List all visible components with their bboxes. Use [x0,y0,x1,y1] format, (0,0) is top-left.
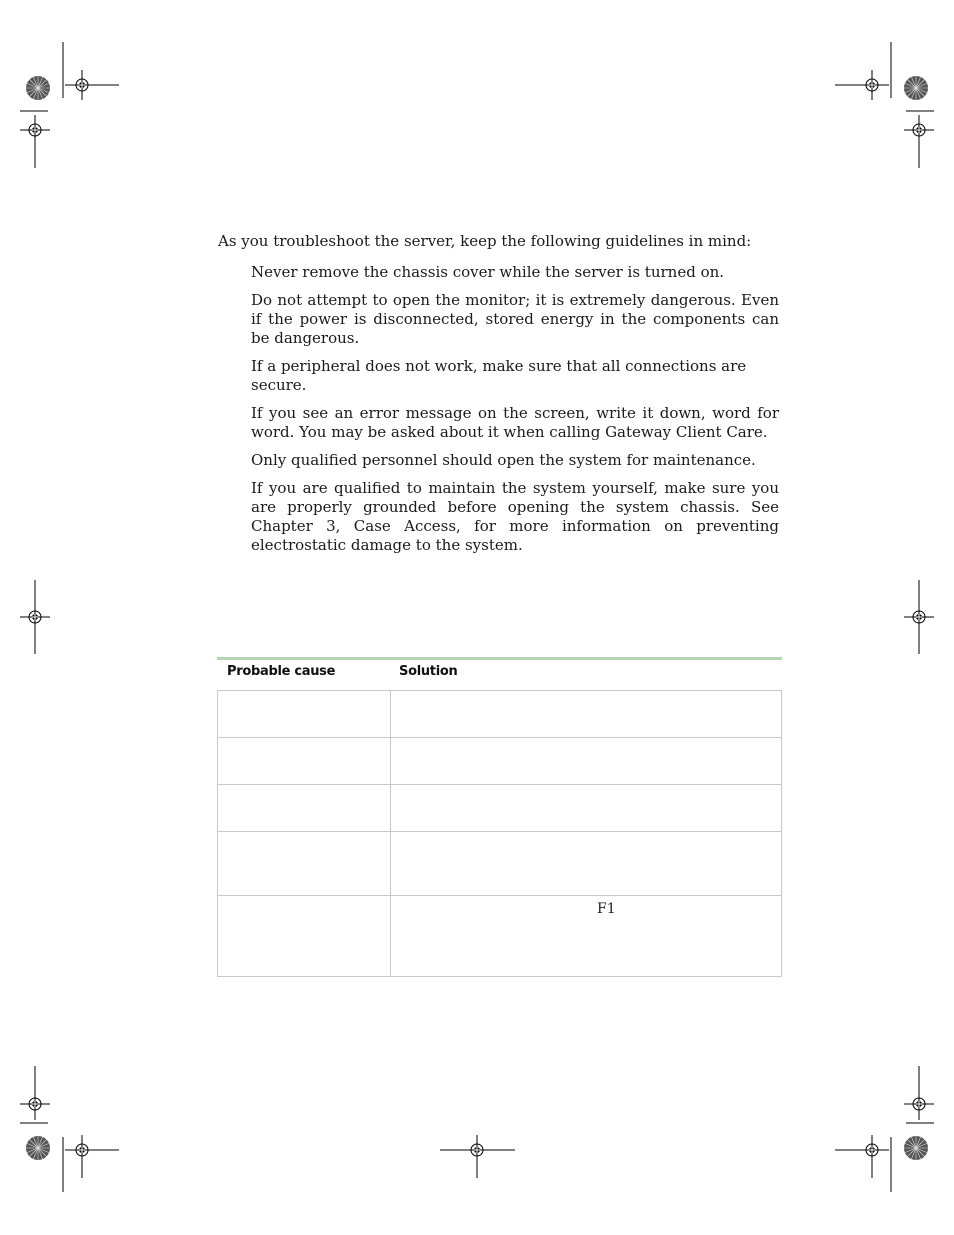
intro-paragraph: As you troubleshoot the server, keep the following guidelines in mind: [218,232,752,250]
table-cell-solution: F1 [597,901,616,917]
guidelines-list [251,263,779,564]
guideline-item: Do not attempt to open the monitor; it is extremely dangerous. Even if the power is disconnected, stored energy in the components can be dangerous. [251,291,779,347]
troubleshooting-table [217,690,782,977]
guideline-item: If a peripheral does not work, make sure that all connections are secure. [251,357,747,394]
row-divider [218,784,781,785]
row-divider [218,737,781,738]
guideline-item: If you see an error message on the screen, write it down, word for word. You may be asked about it when calling Gateway Client Care. [251,404,779,441]
row-divider [218,831,781,832]
guideline-item: Only qualified personnel should open the system for maintenance. [251,451,756,469]
row-divider [218,895,781,896]
column-header-probable-cause: Probable cause [227,664,336,679]
table-top-rule [217,657,782,660]
guideline-item: Never remove the chassis cover while the server is turned on. [251,263,725,281]
column-header-solution: Solution [399,664,458,679]
column-divider [390,691,391,976]
guideline-item: If you are qualified to maintain the system yourself, make sure you are properly grounded before opening the system chassis. See Chapter 3, Case Access, for more information on preventing electrostatic damage to the system. [251,479,779,554]
